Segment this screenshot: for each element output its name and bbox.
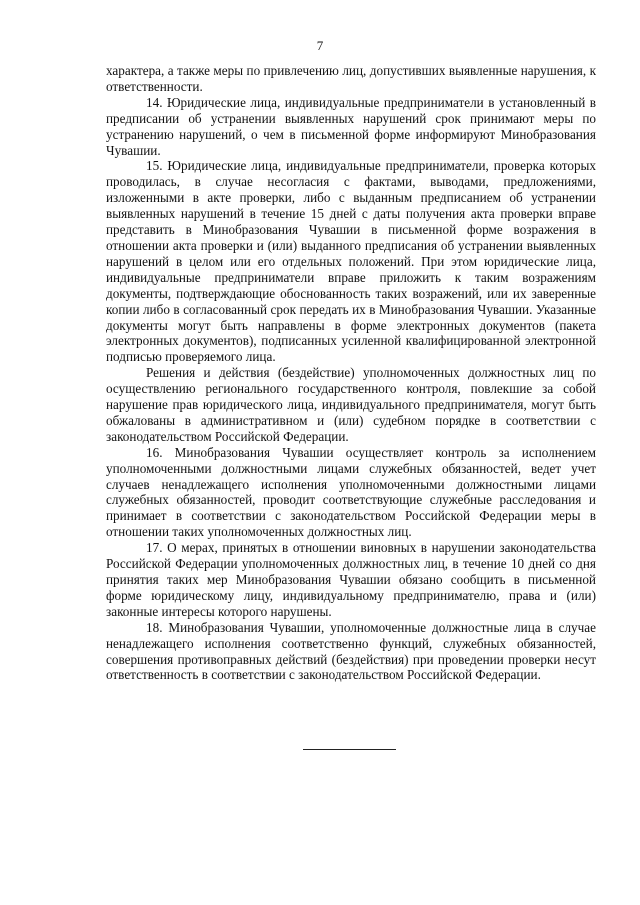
paragraph-item-14: 14. Юридические лица, индивидуальные предприниматели в установленный в предписании об устранении выявленных нарушений срок принимают меры по устранению нарушений, о чем в письменной форме информируют Минобразования Чувашии. [106,94,596,158]
paragraph-item-16: 16. Минобразования Чувашии осуществляет контроль за исполнением уполномоченными должностными лицами служебных обязанностей, ведет учет случаев ненадлежащего исполнения уполномоченными должностными лицами служебных обязанностей, проводит соответствующие служебные расследования и принимает в соответствии с законодательством Российской Федерации меры в отношении таких уполномоченных должностных лиц. [106,444,596,540]
paragraph-item-18: 18. Минобразования Чувашии, уполномоченные должностные лица в случае ненадлежащего исполнения соответственно функций, служебных обязанностей, совершения противоправных действий (бездействия) при проведении проверки несут ответственность в соответствии с законодательством Российской Федерации. [106,619,596,683]
paragraph-continuation: характера, а также меры по привлечению лиц, допустивших выявленные нарушения, к ответственности. [106,63,596,94]
paragraph-item-17: 17. О мерах, принятых в отношении виновных в нарушении законодательства Российской Федерации уполномоченных должностных лиц, в течение 10 дней со дня принятия таких мер Минобразования Чувашии обязано сообщить в письменной форме юридическому лицу, индивидуальному предпринимателю, права и (или) законные интересы которого нарушены. [106,540,596,619]
end-separator-line [303,749,396,750]
page-number: 7 [316,38,324,53]
document-body [106,63,596,683]
paragraph-item-15: 15. Юридические лица, индивидуальные предприниматели, проверка которых проводилась, в случае несогласия с фактами, выводами, предложениями, изложенными в акте проверки, либо с выданным предписанием об устранении выявленных нарушений в течение 15 дней с даты получения акта проверки вправе представить в Минобразования Чувашии в письменной форме возражения в отношении акта проверки и (или) выданного предписания об устранении выявленных нарушений в целом или его отдельных положений. При этом юридические лица, индивидуальные предприниматели вправе приложить к таким возражениям документы, подтверждающие обоснованность таких возражений, или их заверенные копии либо в согласованный срок передать их в Минобразования Чувашии. Указанные документы могут быть направлены в форме электронных документов (пакета электронных документов), подписанных усиленной квалифицированной электронной подписью проверяемого лица. [106,158,596,365]
paragraph-appeal: Решения и действия (бездействие) уполномоченных должностных лиц по осуществлению регионального государственного контроля, повлекшие за собой нарушение прав юридического лица, индивидуального предпринимателя, могут быть обжалованы в административном и (или) судебном порядке в соответствии с законодательством Российской Федерации. [106,365,596,444]
